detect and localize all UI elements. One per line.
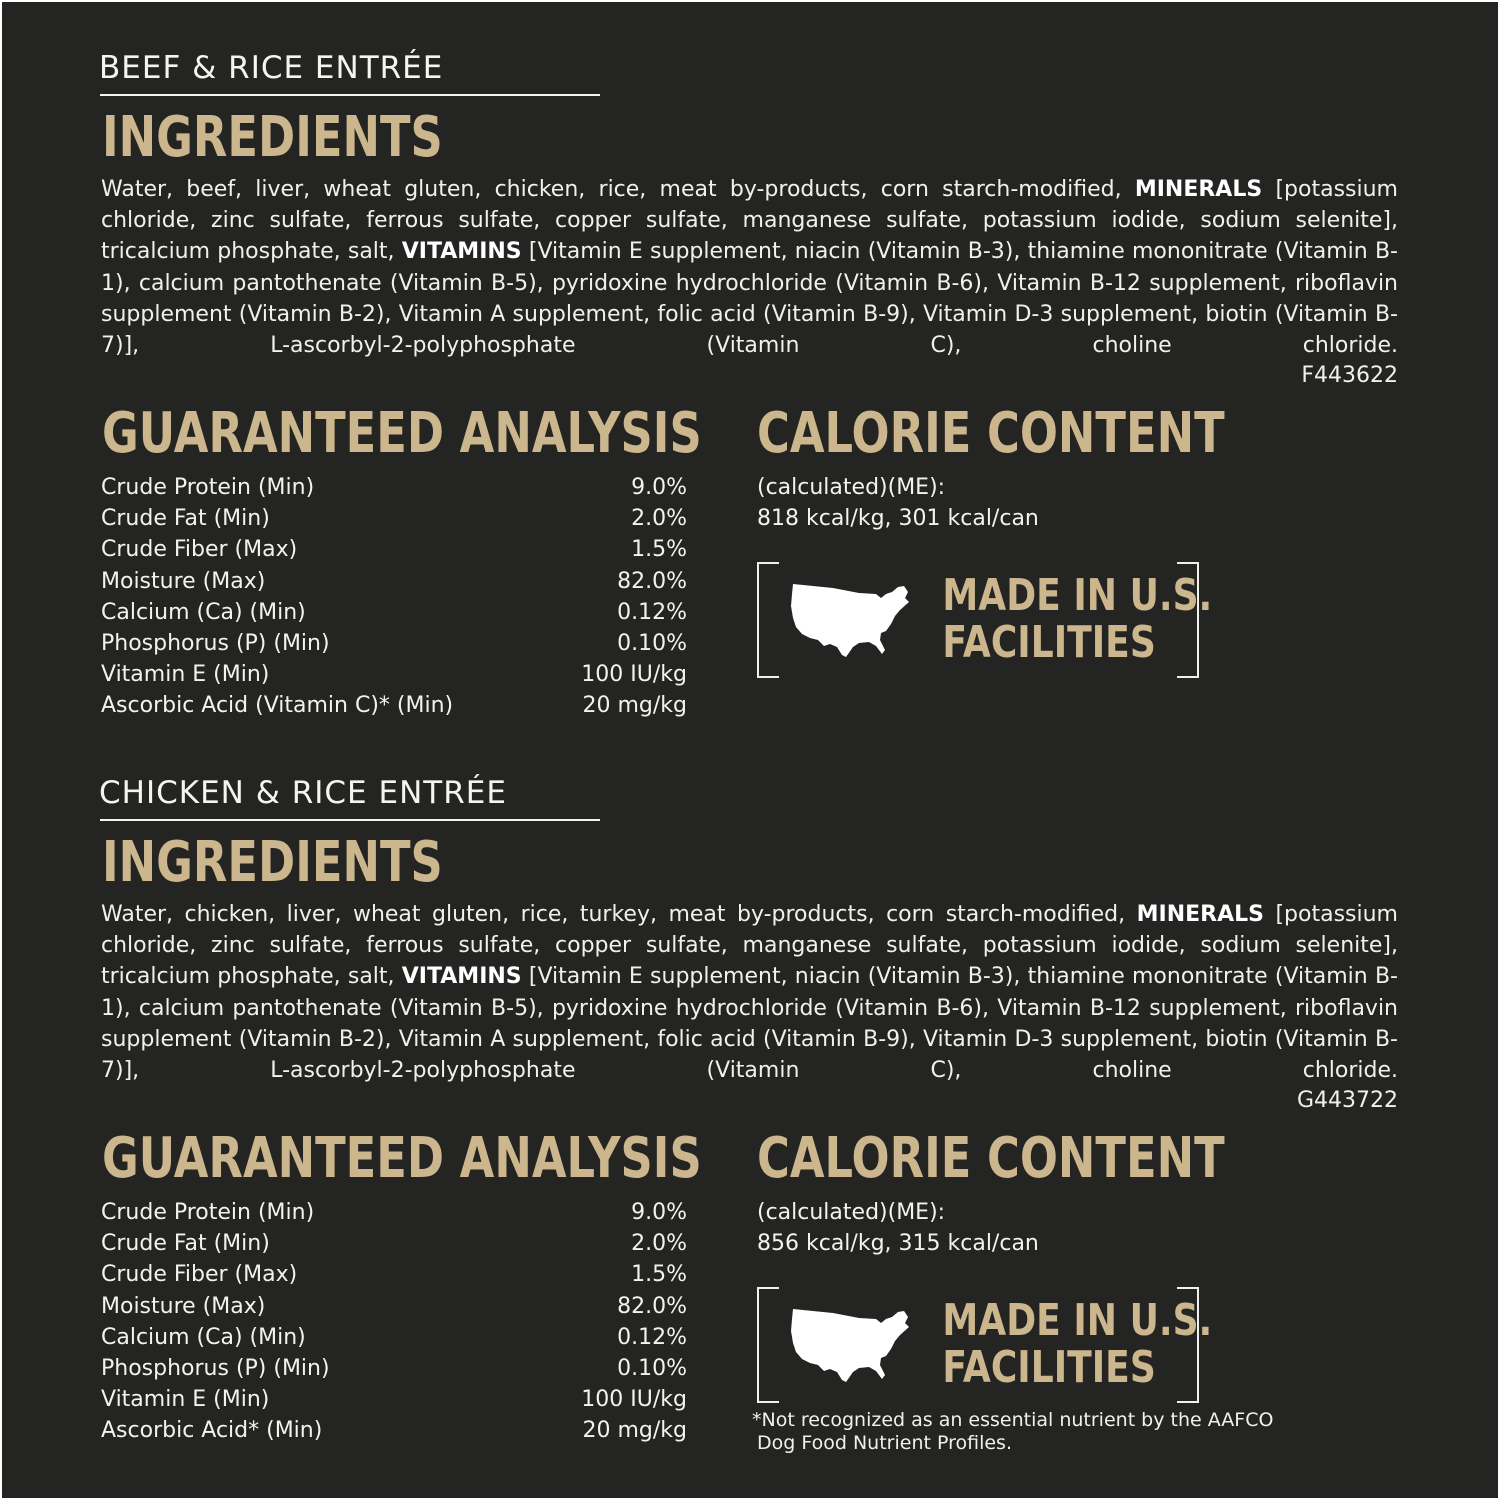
calorie-content xyxy=(757,472,1039,534)
analysis-name: Ascorbic Acid (Vitamin C)* (Min) xyxy=(101,693,454,719)
analysis-value: 20 mg/kg xyxy=(582,1418,687,1444)
calorie-value: 818 kcal/kg, 301 kcal/can xyxy=(757,506,1039,532)
analysis-value: 0.12% xyxy=(617,1324,687,1350)
footnote-line-1: *Not recognized as an essential nutrient by the AAFCO xyxy=(752,1409,1274,1431)
section-title: BEEF & RICE ENTRÉE xyxy=(99,50,444,86)
vitamins-label: VITAMINS xyxy=(401,239,522,265)
analysis-name: Vitamin E (Min) xyxy=(101,662,270,688)
calorie-content-heading: CALORIE CONTENT xyxy=(757,401,1225,466)
analysis-name: Crude Protein (Min) xyxy=(101,1200,315,1225)
analysis-row xyxy=(101,1197,687,1228)
analysis-row xyxy=(101,534,687,565)
analysis-name: Crude Fiber (Max) xyxy=(101,537,298,563)
ingredients-text xyxy=(101,174,1398,361)
usa-map-icon xyxy=(789,580,913,658)
analysis-row xyxy=(101,566,687,597)
analysis-name: Phosphorus (P) (Min) xyxy=(101,1355,330,1381)
analysis-row xyxy=(101,1384,687,1415)
analysis-name: Crude Fat (Min) xyxy=(101,1231,270,1257)
footnote xyxy=(752,1409,1352,1455)
analysis-value: 1.5% xyxy=(631,1262,687,1288)
badge-line-1: MADE IN U.S. xyxy=(942,570,1213,621)
analysis-value: 9.0% xyxy=(631,475,687,500)
title-underline xyxy=(100,94,600,96)
analysis-value: 100 IU/kg xyxy=(581,1387,687,1413)
guaranteed-analysis-table xyxy=(101,472,687,722)
guaranteed-analysis-table xyxy=(101,1197,687,1447)
analysis-name: Calcium (Ca) (Min) xyxy=(101,1324,306,1350)
analysis-row xyxy=(101,1353,687,1384)
badge-text xyxy=(919,570,1213,668)
ingredients-part-3: [Vitamin E supplement, niacin (Vitamin B-3), thiamine mononitrate (Vitamin B-1), calcium pantothenate (Vitamin B-5), pyridoxine hydrochloride (Vitamin B-6), Vitamin B-12 supplement, riboflavin supplement (Vitamin B-2), Vitamin A supplement, folic acid (Vitamin B-9), Vitamin D-3 supplement, biotin (Vitamin B-7)], L-ascorbyl-2-polyphosphate (Vitamin C), choline chloride. xyxy=(101,964,1398,1084)
analysis-row xyxy=(101,1228,687,1259)
ingredients-heading: INGREDIENTS xyxy=(102,830,443,895)
analysis-value: 100 IU/kg xyxy=(581,662,687,688)
ingredients-text xyxy=(101,899,1398,1086)
analysis-name: Ascorbic Acid* (Min) xyxy=(101,1418,323,1444)
made-in-usa-badge xyxy=(757,1287,1213,1401)
analysis-row xyxy=(101,690,687,721)
analysis-row xyxy=(101,1415,687,1446)
ingredients-part-2: [potassium chloride, zinc sulfate, ferrous sulfate, copper sulfate, manganese sulfate, potassium iodide, sodium selenite], tricalcium phosphate, salt, xyxy=(101,902,1398,990)
analysis-row xyxy=(101,503,687,534)
minerals-label: MINERALS xyxy=(1136,902,1264,927)
analysis-value: 82.0% xyxy=(617,1293,687,1319)
ingredients-part-1: Water, chicken, liver, wheat gluten, rice, turkey, meat by-products, corn starch-modified, xyxy=(101,902,1137,927)
badge-text xyxy=(919,1295,1213,1393)
analysis-name: Phosphorus (P) (Min) xyxy=(101,630,330,656)
analysis-name: Moisture (Max) xyxy=(101,1293,266,1319)
analysis-name: Crude Fat (Min) xyxy=(101,506,270,532)
analysis-name: Crude Protein (Min) xyxy=(101,475,315,500)
section-chicken-rice xyxy=(2,727,1498,1447)
analysis-row xyxy=(101,597,687,628)
title-underline xyxy=(100,819,600,821)
badge-line-1: MADE IN U.S. xyxy=(942,1295,1213,1346)
calorie-content-heading: CALORIE CONTENT xyxy=(757,1126,1225,1191)
analysis-row xyxy=(101,1322,687,1353)
analysis-row xyxy=(101,1291,687,1322)
made-in-usa-badge xyxy=(757,562,1213,676)
ingredients-part-1: Water, beef, liver, wheat gluten, chicken, rice, meat by-products, corn starch-modified, xyxy=(101,177,1135,202)
vitamins-label: VITAMINS xyxy=(401,964,522,990)
product-code: G443722 xyxy=(1296,1088,1398,1113)
calorie-basis: (calculated)(ME): xyxy=(757,1200,946,1225)
badge-bracket-left xyxy=(757,1287,779,1403)
analysis-row xyxy=(101,628,687,659)
analysis-value: 0.12% xyxy=(617,599,687,625)
calorie-content xyxy=(757,1197,1039,1259)
analysis-row xyxy=(101,472,687,503)
analysis-value: 9.0% xyxy=(631,1200,687,1225)
analysis-value: 1.5% xyxy=(631,537,687,563)
analysis-row xyxy=(101,659,687,690)
analysis-name: Calcium (Ca) (Min) xyxy=(101,599,306,625)
analysis-value: 2.0% xyxy=(631,1231,687,1257)
badge-line-2: FACILITIES xyxy=(942,617,1156,668)
analysis-row xyxy=(101,1259,687,1290)
analysis-value: 20 mg/kg xyxy=(582,693,687,719)
analysis-name: Crude Fiber (Max) xyxy=(101,1262,298,1288)
analysis-value: 0.10% xyxy=(617,1355,687,1381)
footnote-line-2: Dog Food Nutrient Profiles. xyxy=(757,1432,1012,1454)
analysis-value: 0.10% xyxy=(617,630,687,656)
analysis-name: Vitamin E (Min) xyxy=(101,1387,270,1413)
product-code: F443622 xyxy=(1301,363,1398,388)
badge-bracket-left xyxy=(757,562,779,678)
analysis-name: Moisture (Max) xyxy=(101,568,266,594)
minerals-label: MINERALS xyxy=(1134,177,1263,202)
calorie-basis: (calculated)(ME): xyxy=(757,475,946,500)
ingredients-part-3: [Vitamin E supplement, niacin (Vitamin B-3), thiamine mononitrate (Vitamin B-1), calcium pantothenate (Vitamin B-5), pyridoxine hydrochloride (Vitamin B-6), Vitamin B-12 supplement, riboflavin supplement (Vitamin B-2), Vitamin A supplement, folic acid (Vitamin B-9), Vitamin D-3 supplement, biotin (Vitamin B-7)], L-ascorbyl-2-polyphosphate (Vitamin C), choline chloride. xyxy=(101,239,1398,359)
badge-line-2: FACILITIES xyxy=(942,1342,1156,1393)
section-title: CHICKEN & RICE ENTRÉE xyxy=(99,775,507,811)
calorie-value: 856 kcal/kg, 315 kcal/can xyxy=(757,1231,1039,1257)
analysis-value: 2.0% xyxy=(631,506,687,532)
ingredients-part-2: [potassium chloride, zinc sulfate, ferrous sulfate, copper sulfate, manganese sulfate, potassium iodide, sodium selenite], tricalcium phosphate, salt, xyxy=(101,177,1398,265)
analysis-value: 82.0% xyxy=(617,568,687,594)
guaranteed-analysis-heading: GUARANTEED ANALYSIS xyxy=(102,1126,702,1191)
section-beef-rice xyxy=(2,2,1498,722)
ingredients-heading: INGREDIENTS xyxy=(102,105,443,170)
usa-map-icon xyxy=(789,1305,913,1383)
guaranteed-analysis-heading: GUARANTEED ANALYSIS xyxy=(102,401,702,466)
label-panel xyxy=(2,2,1498,1498)
